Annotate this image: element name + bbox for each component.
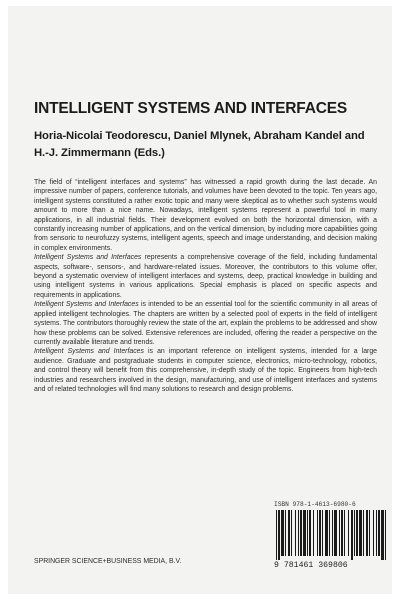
book-title-italic: Intelligent Systems and Interfaces	[34, 348, 144, 356]
barcode-bar	[381, 510, 384, 560]
barcode-bar	[313, 510, 314, 556]
barcode-bar	[378, 510, 380, 556]
barcode-bars	[276, 510, 388, 560]
barcode-bar	[339, 510, 340, 556]
blurb-paragraph-4	[34, 347, 377, 394]
barcode-bar	[278, 510, 280, 560]
isbn-number: ISBN 978-1-4613-6980-6	[274, 501, 356, 508]
barcode-bar	[291, 510, 292, 556]
barcode-bar	[295, 510, 296, 556]
barcode-bar	[348, 510, 349, 556]
blurb	[34, 178, 377, 394]
barcode-bar	[276, 510, 277, 560]
barcode-bar	[319, 510, 321, 556]
barcode-bar	[341, 510, 343, 556]
blurb-paragraph-3-text: is intended to be an essential tool for the scientific community in all areas of applied intelligent technologies. The chapters are written by a selected pool of experts in the field of intelligent systems. The contributors thoroughly review the state of the art, explain the problems to be addressed and show how these problems can be solved. Extensive references are included, offering the reader a perspective on the currently available literature and trends.	[34, 301, 378, 346]
barcode-bar	[356, 510, 358, 556]
barcode-bar	[359, 510, 362, 556]
barcode-bar	[309, 510, 311, 556]
isbn-barcode	[274, 501, 390, 571]
barcode-bar	[366, 510, 368, 556]
barcode-bar	[281, 510, 284, 556]
barcode-bar	[307, 510, 308, 556]
blurb-paragraph-3	[34, 300, 377, 347]
barcode-bar	[288, 510, 290, 556]
barcode-bar	[344, 510, 345, 556]
barcode-bar	[376, 510, 377, 556]
barcode-bar	[322, 510, 323, 556]
barcode-bar	[334, 510, 337, 556]
editors-line-1: Horia-Nicolai Teodorescu, Daniel Mlynek, Abraham Kandel and	[34, 130, 365, 142]
blurb-paragraph-1: The field of “intelligent interfaces and systems” has witnessed a rapid growth during the last decade. An impressive number of papers, conference tutorials, and volumes have been devoted to the topic. Ten years ago, intelligent systems constituted a rather exotic topic and many were skeptical as to whether such systems would amount to more than a nice name. Nowadays, intelligent systems represent a powerful tool in many applications, in all industrial fields. Their development evolved on both the horizontal dimension, with a constantly increasing number of applications, and on the vertical dimension, by including more capabilities going from sensoric to neurofuzzy systems, intelligent agents, speech and image understanding, and decision making in complex environments.	[34, 179, 377, 252]
barcode-bar	[285, 510, 286, 556]
barcode-bar	[332, 510, 333, 556]
barcode-bar	[385, 510, 386, 560]
barcode-digits: 9 781461 369806	[274, 561, 348, 570]
barcode-bar	[373, 510, 374, 556]
editors	[34, 128, 374, 162]
barcode-bar	[351, 510, 353, 560]
blurb-paragraph-2	[34, 253, 377, 300]
publisher-name: SPRINGER SCIENCE+BUSINESS MEDIA, B.V.	[34, 558, 182, 565]
barcode-bar	[369, 510, 370, 556]
book-back-cover	[8, 6, 392, 594]
barcode-bar	[300, 510, 302, 556]
book-title: INTELLIGENT SYSTEMS AND INTERFACES	[34, 100, 347, 117]
blurb-paragraph-2-text: represents a comprehensive coverage of the field, including fundamental aspects, software-, sensors-, and hardware-related issues. Moreover, the contributors to this volume offer, beyond a systematic overview of intelligent interfaces and systems, deep, practical knowledge in building and using intelligent systems in various applications. Special emphasis is placed on specific aspects and requirements in applications.	[34, 254, 377, 299]
blurb-paragraph-4-text: is an important reference on intelligent systems, intended for a large audience. Graduate and postgraduate students in computer science, electronics, micro-technology, robotics, and control theory will benefit from this comprehensive, in-depth study of the topic. Engineers from high-tech industries and researchers involved in the design, manufacturing, and use of intelligent interfaces and systems and of related technologies will find many solutions to research and design problems.	[34, 348, 377, 393]
barcode-bar	[298, 510, 299, 556]
barcode-bar	[329, 510, 330, 556]
book-title-italic: Intelligent Systems and Interfaces	[34, 301, 139, 309]
barcode-bar	[317, 510, 318, 556]
barcode-bar	[363, 510, 364, 556]
barcode-bar	[354, 510, 355, 556]
book-title-italic: Intelligent Systems and Interfaces	[34, 254, 142, 262]
editors-line-2: H.-J. Zimmermann (Eds.)	[34, 147, 165, 159]
barcode-bar	[303, 510, 306, 556]
barcode-bar	[325, 510, 328, 556]
